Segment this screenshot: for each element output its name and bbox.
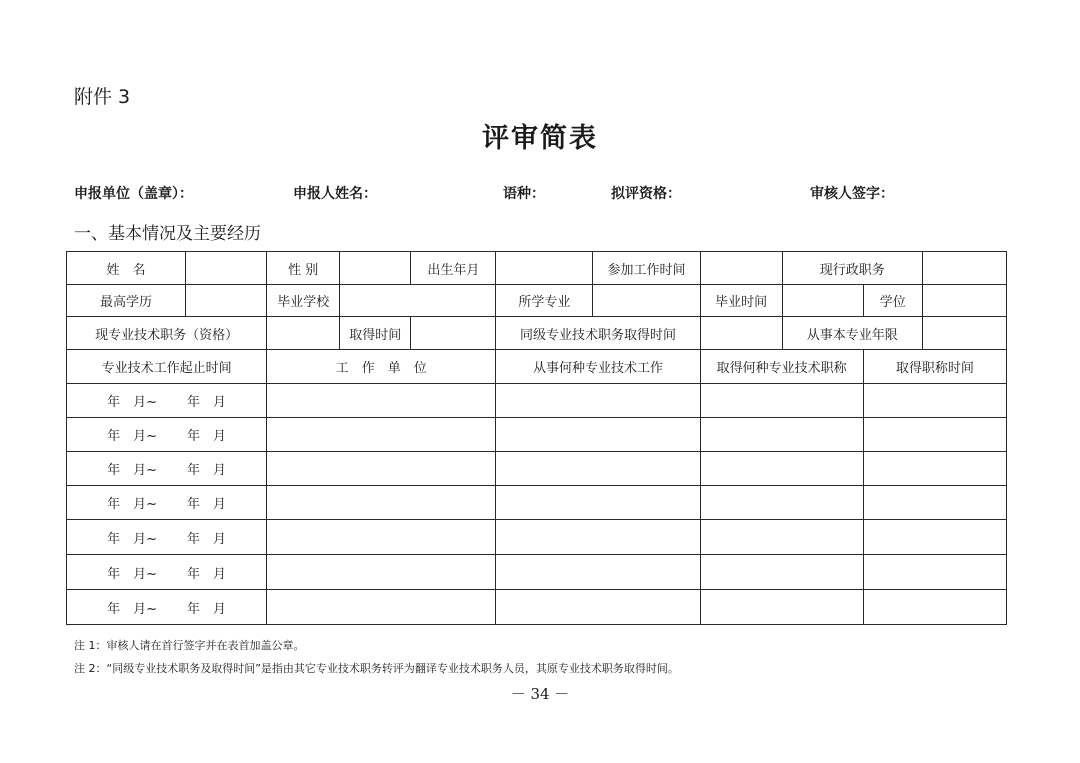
cell-gender-label: 性 别 <box>267 252 340 285</box>
work-type-cell[interactable] <box>496 555 700 590</box>
table-row <box>67 590 1007 625</box>
table-row <box>67 418 1007 452</box>
cell-admin-position-value[interactable] <box>922 252 1006 285</box>
note-2: 注 2：“同级专业技术职务及取得时间”是指由其它专业技术职务转评为翻译专业技术职务人员，其原专业技术职务取得时间。 <box>74 662 679 675</box>
employer-cell[interactable] <box>267 520 496 555</box>
cell-degree-label: 学位 <box>863 285 922 317</box>
table-row <box>67 555 1007 590</box>
page-title: 评审简表 <box>482 123 598 154</box>
review-table <box>66 251 1007 625</box>
col-header-title-time: 取得职称时间 <box>863 350 1006 384</box>
cell-education-value[interactable] <box>186 285 267 317</box>
cell-current-title-value[interactable] <box>267 317 340 350</box>
period-cell[interactable] <box>67 452 267 486</box>
period-start-text: 年 月~ <box>107 463 158 478</box>
work-type-cell[interactable] <box>496 590 700 625</box>
work-type-cell[interactable] <box>496 520 700 555</box>
header-qualification-label: 拟评资格： <box>611 186 681 202</box>
table-row <box>67 486 1007 520</box>
employer-cell[interactable] <box>267 452 496 486</box>
period-cell[interactable] <box>67 520 267 555</box>
table-row <box>67 452 1007 486</box>
cell-years-value[interactable] <box>922 317 1006 350</box>
table-row <box>67 384 1007 418</box>
title-time-cell[interactable] <box>863 384 1006 418</box>
employer-cell[interactable] <box>267 384 496 418</box>
title-type-cell[interactable] <box>700 590 863 625</box>
header-applicant-label: 申报人姓名： <box>293 186 377 202</box>
attachment-label: 附件 3 <box>74 86 131 108</box>
period-cell[interactable] <box>67 486 267 520</box>
cell-years-label: 从事本专业年限 <box>782 317 922 350</box>
cell-degree-value[interactable] <box>922 285 1006 317</box>
cell-obtained-label: 取得时间 <box>340 317 411 350</box>
cell-same-level-label: 同级专业技术职务取得时间 <box>496 317 700 350</box>
title-type-cell[interactable] <box>700 486 863 520</box>
cell-school-value[interactable] <box>340 285 496 317</box>
cell-current-title-label: 现专业技术职务（资格） <box>67 317 267 350</box>
cell-gender-value[interactable] <box>340 252 411 285</box>
cell-same-level-value[interactable] <box>700 317 782 350</box>
work-type-cell[interactable] <box>496 452 700 486</box>
employer-cell[interactable] <box>267 590 496 625</box>
period-end-text: 年 月 <box>187 566 227 582</box>
table-row <box>67 252 1007 285</box>
cell-graduation-value[interactable] <box>782 285 863 317</box>
period-start-text: 年 月~ <box>107 497 158 512</box>
period-end-text: 年 月 <box>187 531 227 547</box>
period-start-text: 年 月~ <box>107 395 158 410</box>
employer-cell[interactable] <box>267 418 496 452</box>
period-cell[interactable] <box>67 555 267 590</box>
note-1: 注 1：审核人请在首行签字并在表首加盖公章。 <box>74 639 305 652</box>
cell-name-label: 姓 名 <box>67 252 186 285</box>
header-reviewer-label: 审核人签字： <box>810 186 894 202</box>
period-start-text: 年 月~ <box>107 429 158 444</box>
period-start-text: 年 月~ <box>107 531 158 547</box>
period-start-text: 年 月~ <box>107 601 158 617</box>
title-time-cell[interactable] <box>863 418 1006 452</box>
page-number: － 34 － <box>510 685 570 703</box>
col-header-title-type: 取得何种专业技术职称 <box>700 350 863 384</box>
table-row <box>67 317 1007 350</box>
period-end-text: 年 月 <box>187 463 227 478</box>
cell-name-value[interactable] <box>186 252 267 285</box>
table-row <box>67 520 1007 555</box>
work-type-cell[interactable] <box>496 486 700 520</box>
period-end-text: 年 月 <box>187 497 227 512</box>
header-unit-label: 申报单位（盖章）： <box>74 186 193 202</box>
title-type-cell[interactable] <box>700 384 863 418</box>
header-language-label: 语种： <box>503 186 545 202</box>
col-header-work-type: 从事何种专业技术工作 <box>496 350 700 384</box>
period-cell[interactable] <box>67 418 267 452</box>
period-start-text: 年 月~ <box>107 566 158 582</box>
title-type-cell[interactable] <box>700 555 863 590</box>
period-end-text: 年 月 <box>187 395 227 410</box>
cell-work-start-label: 参加工作时间 <box>593 252 700 285</box>
title-time-cell[interactable] <box>863 520 1006 555</box>
cell-school-label: 毕业学校 <box>267 285 340 317</box>
col-header-employer: 工 作 单 位 <box>267 350 496 384</box>
cell-major-label: 所学专业 <box>496 285 593 317</box>
work-type-cell[interactable] <box>496 418 700 452</box>
cell-major-value[interactable] <box>593 285 700 317</box>
title-time-cell[interactable] <box>863 486 1006 520</box>
period-cell[interactable] <box>67 590 267 625</box>
title-type-cell[interactable] <box>700 520 863 555</box>
title-time-cell[interactable] <box>863 452 1006 486</box>
section-title: 一、基本情况及主要经历 <box>74 224 261 244</box>
title-time-cell[interactable] <box>863 555 1006 590</box>
cell-work-start-value[interactable] <box>700 252 782 285</box>
col-header-period: 专业技术工作起止时间 <box>67 350 267 384</box>
period-end-text: 年 月 <box>187 429 227 444</box>
cell-admin-position-label: 现行政职务 <box>782 252 922 285</box>
employer-cell[interactable] <box>267 486 496 520</box>
work-type-cell[interactable] <box>496 384 700 418</box>
period-cell[interactable] <box>67 384 267 418</box>
cell-birth-value[interactable] <box>496 252 593 285</box>
period-end-text: 年 月 <box>187 601 227 617</box>
cell-graduation-label: 毕业时间 <box>700 285 782 317</box>
cell-birth-label: 出生年月 <box>411 252 496 285</box>
cell-obtained-value[interactable] <box>411 317 496 350</box>
title-type-cell[interactable] <box>700 418 863 452</box>
employer-cell[interactable] <box>267 555 496 590</box>
table-row <box>67 350 1007 384</box>
title-type-cell[interactable] <box>700 452 863 486</box>
title-time-cell[interactable] <box>863 590 1006 625</box>
table-row <box>67 285 1007 317</box>
cell-education-label: 最高学历 <box>67 285 186 317</box>
